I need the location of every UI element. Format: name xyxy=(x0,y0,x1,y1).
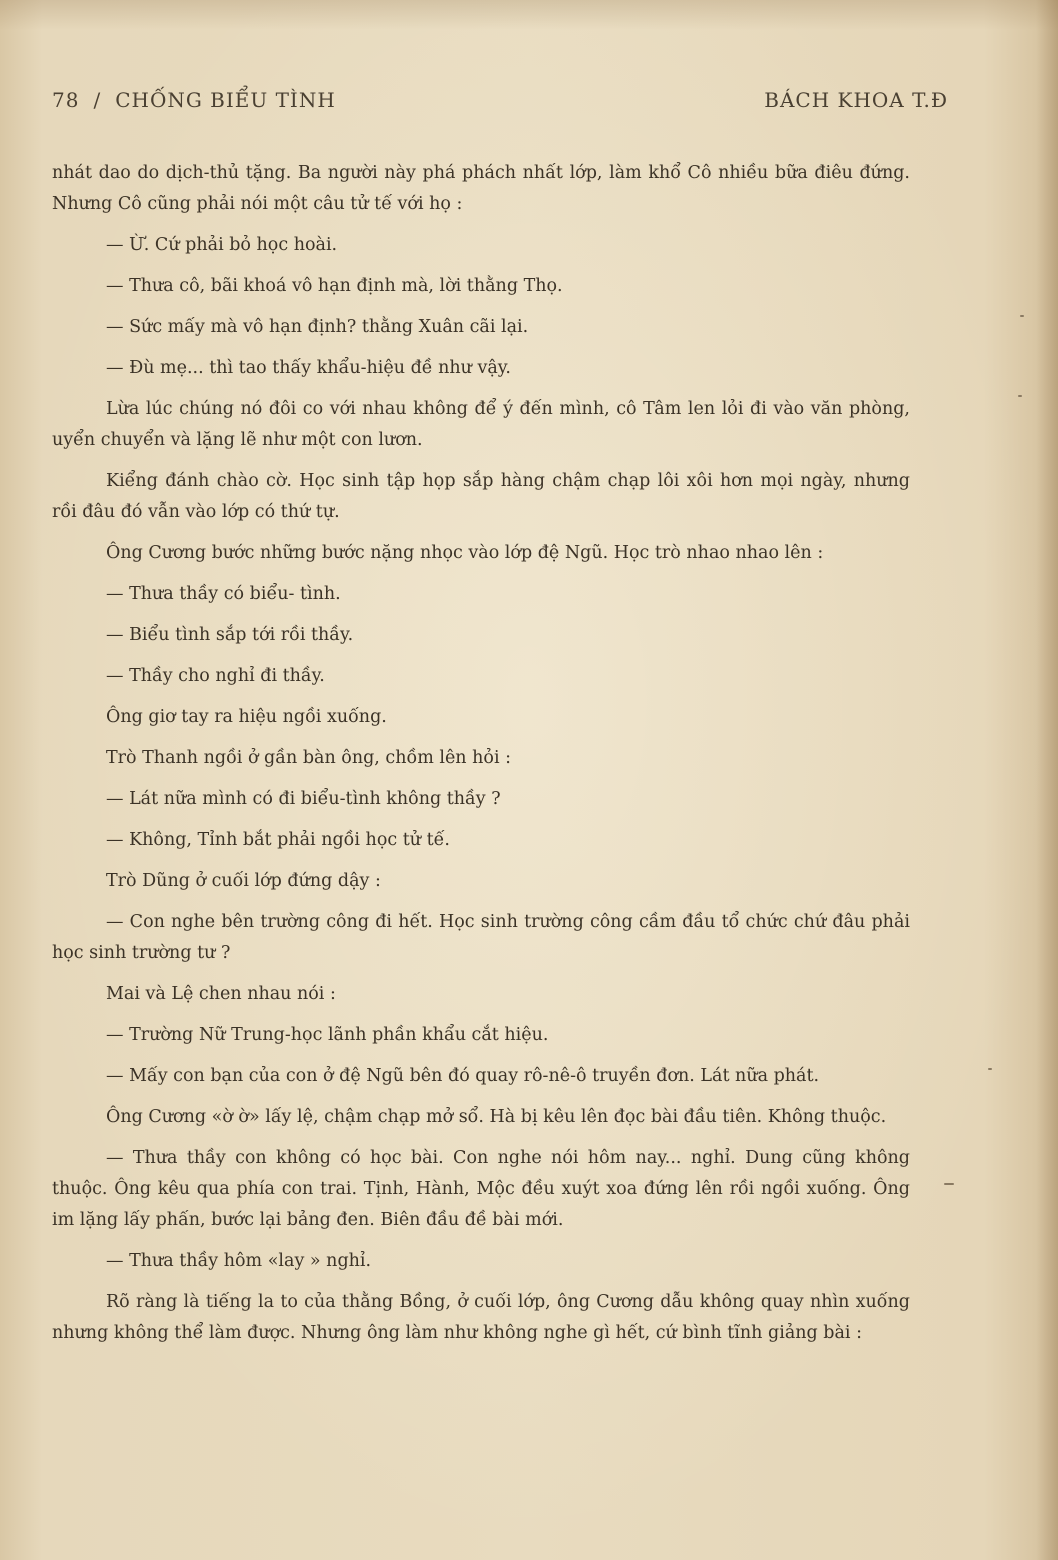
paper-speck xyxy=(944,1183,954,1185)
dialogue-line: — Mấy con bạn của con ở đệ Ngũ bên đó quay rô-nê-ô truyền đơn. Lát nữa phát. xyxy=(106,1066,820,1086)
paper-speck xyxy=(1020,315,1024,317)
page-number: 78 xyxy=(52,88,80,112)
dialogue-line: — Thưa thầy hôm «lay » nghỉ. xyxy=(106,1251,372,1271)
journal-name: BÁCH KHOA T.Đ xyxy=(764,88,948,112)
paragraph: Rõ ràng là tiếng la to của thằng Bồng, ở cuối lớp, ông Cương dẫu không quay nhìn xuống nhưng không thể làm được. Nhưng ông làm như không nghe gì hết, cứ bình tĩnh giảng bài : xyxy=(52,1292,910,1343)
running-header xyxy=(52,88,948,118)
header-left xyxy=(52,88,336,112)
paragraph: Ông Cương bước những bước nặng nhọc vào lớp đệ Ngũ. Học trò nhao nhao lên : xyxy=(106,543,824,563)
dialogue-line: — Trường Nữ Trung-học lãnh phần khẩu cắt hiệu. xyxy=(106,1025,549,1045)
paragraph: Lừa lúc chúng nó đôi co với nhau không để ý đến mình, cô Tâm len lỏi đi vào văn phòng, uyển chuyển và lặng lẽ như một con lươn. xyxy=(52,399,910,450)
body-text xyxy=(52,158,910,1359)
page-edge-shadow-top xyxy=(0,0,1058,30)
paragraph: Mai và Lệ chen nhau nói : xyxy=(106,984,336,1004)
header-separator: / xyxy=(93,88,102,112)
paragraph: Trò Dũng ở cuối lớp đứng dậy : xyxy=(106,871,381,891)
paragraph: Ông giơ tay ra hiệu ngồi xuống. xyxy=(106,707,387,727)
paragraph: Ông Cương «ờ ờ» lấy lệ, chậm chạp mở sổ. Hà bị kêu lên đọc bài đầu tiên. Không thuộc. xyxy=(106,1107,887,1127)
paragraph: Trò Thanh ngồi ở gần bàn ông, chồm lên hỏi : xyxy=(106,748,512,768)
dialogue-line: — Ừ. Cứ phải bỏ học hoài. xyxy=(106,235,338,255)
paper-speck xyxy=(1018,395,1022,397)
paragraph: nhát dao do dịch-thủ tặng. Ba người này phá phách nhất lớp, làm khổ Cô nhiều bữa điêu đứng. Nhưng Cô cũng phải nói một câu tử tế với họ : xyxy=(52,163,910,214)
dialogue-line: — Thưa thầy con không có học bài. Con nghe nói hôm nay... nghỉ. Dung cũng không thuộc. Ông kêu qua phía con trai. Tịnh, Hành, Mộc đều xuýt xoa đứng lên rồi ngồi xuống. Ông im lặng lấy phấn, bước lại bảng đen. Biên đầu đề bài mới. xyxy=(52,1148,910,1230)
dialogue-line: — Đù mẹ... thì tao thấy khẩu-hiệu đề như vậy. xyxy=(106,358,511,378)
dialogue-line: — Thưa cô, bãi khoá vô hạn định mà, lời thằng Thọ. xyxy=(106,276,563,296)
section-title: CHỐNG BIỂU TÌNH xyxy=(115,88,336,112)
dialogue-line: — Không, Tỉnh bắt phải ngồi học tử tế. xyxy=(106,830,450,850)
paragraph: Kiểng đánh chào cờ. Học sinh tập họp sắp hàng chậm chạp lôi xôi hơn mọi ngày, nhưng rồi đâu đó vẫn vào lớp có thứ tự. xyxy=(52,471,910,522)
page-edge-shadow-right xyxy=(1036,0,1058,1560)
dialogue-line: — Sức mấy mà vô hạn định? thằng Xuân cãi lại. xyxy=(106,317,529,337)
dialogue-line: — Biểu tình sắp tới rồi thầy. xyxy=(106,625,354,645)
dialogue-line: — Thầy cho nghỉ đi thầy. xyxy=(106,666,325,686)
dialogue-line: — Lát nữa mình có đi biểu-tình không thầy ? xyxy=(106,789,501,809)
paper-speck xyxy=(988,1068,992,1070)
dialogue-line: — Thưa thầy có biểu- tình. xyxy=(106,584,341,604)
dialogue-line: — Con nghe bên trường công đi hết. Học sinh trường công cầm đầu tổ chức chứ đâu phải học sinh trường tư ? xyxy=(52,912,910,963)
